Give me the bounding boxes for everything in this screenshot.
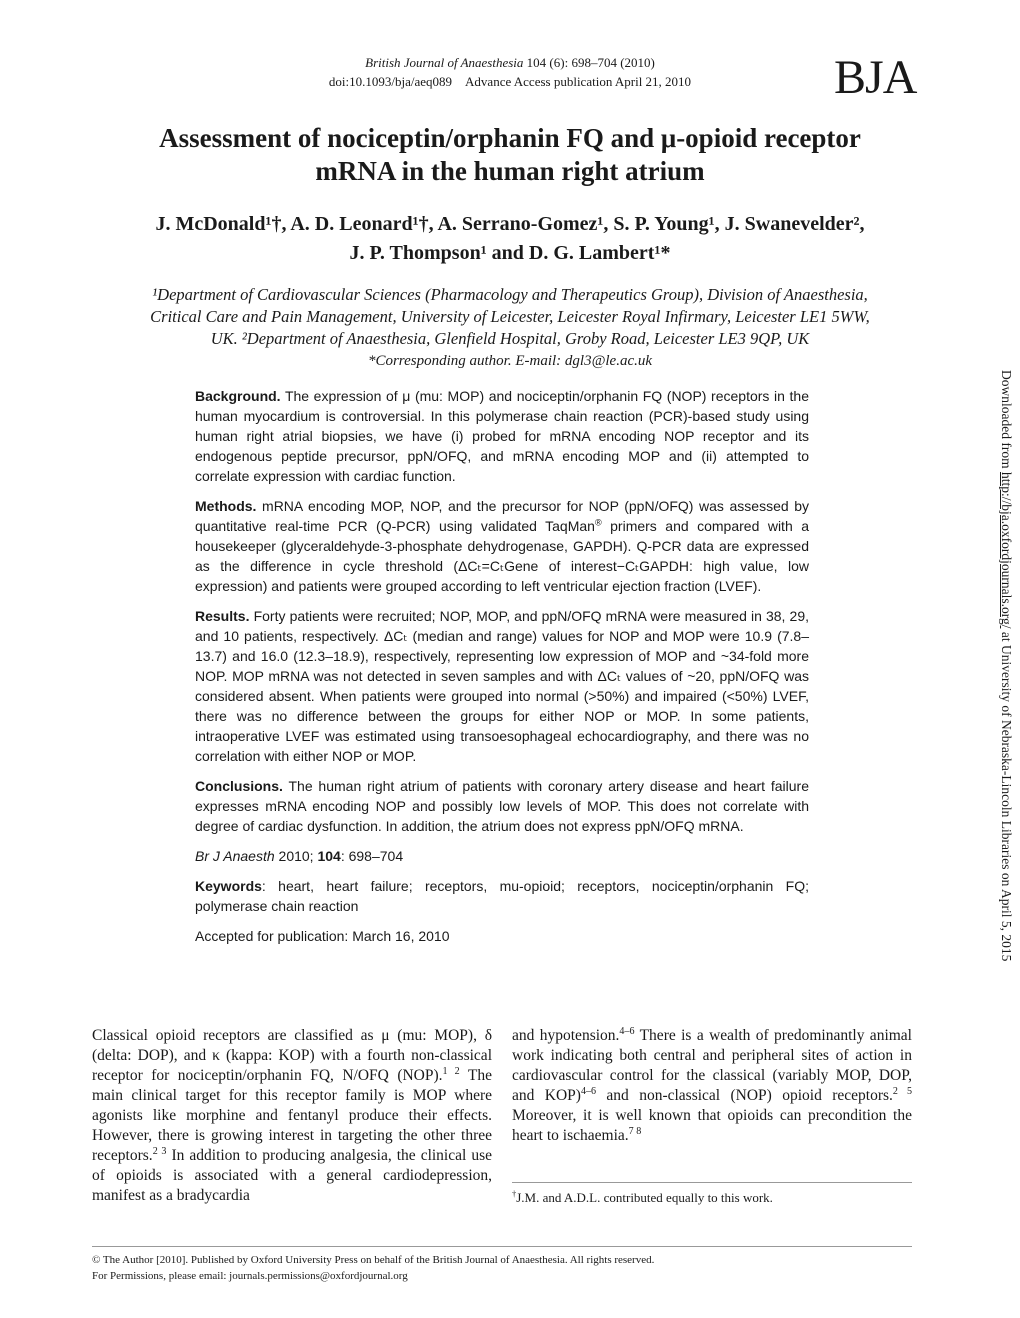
article-title [90,122,930,188]
body-text: Moreover, it is well known that opioids can precondition the heart to ischaemia. [512,1107,912,1144]
journal-link[interactable]: http://bja.oxfordjournals.org/ [999,471,1014,629]
authors-line-2: J. P. Thompson¹ and D. G. Lambert¹* [349,242,671,264]
citation-journal: Br J Anaesth [195,848,275,864]
citation-pages: : 698–704 [340,848,404,864]
citation-year: 2010; [278,848,314,864]
copyright: © The Author [2010]. Published by Oxford University Press on behalf of the British Journal of Anaesthesia. All rights reserved. [92,1254,655,1266]
affiliation-line-3: UK. ²Department of Anaesthesia, Glenfield Hospital, Groby Road, Leicester LE3 9QP, UK [210,329,810,348]
citation-ref[interactable]: 4–6 [619,1025,635,1037]
abstract-background [195,386,809,486]
citation-ref[interactable]: 4–6 [580,1085,597,1097]
affiliations [90,284,930,372]
citation [195,846,809,866]
doi-line: doi:10.1093/bja/aeq089 Advance Access publication April 21, 2010 [328,74,692,89]
bja-logo: BJA [834,51,917,104]
body-text: In addition to producing analgesia, the clinical use of opioids is associated with a general cardiodepression, manifest as a bradycardia [92,1147,492,1204]
results-text: Forty patients were recruited; NOP, MOP, and ppN/OFQ mRNA were measured in 38, 29, and 10 patients, respectively. ΔCₜ (median and range) values for NOP and MOP were 10.9 (7.8–13.7) and 16.0 (12.3–18.9), respectively, representing low expression of MOP and ~34-fold more NOP. MOP mRNA was not detected in seven samples and with ΔCₜ values of ~20, ppN/OFQ was considered absent. When patients were grouped into normal (>50%) and impaired (<50%) LVEF, there was no difference between the groups for either NOP or MOP. In some patients, intraoperative LVEF was estimated using transoesophageal echocardiography, and there was no correlation with either NOP or MOP. [195,608,809,764]
keywords-label: Keywords [195,878,262,894]
results-label: Results. [195,608,250,624]
citation-ref[interactable]: 2 5 [892,1085,912,1097]
body-text: Classical opioid receptors are classified as μ (mu: MOP), δ (delta: DOP), and κ (kappa: KOP) with a fourth non-classical receptor for nociceptin/orphanin FQ, N/OFQ (NOP). [92,1027,492,1084]
body-paragraph-1 [92,1026,492,1206]
citation-ref[interactable]: 2 3 [152,1145,167,1157]
download-suffix: at University of Nebraska-Lincoln Libraries on April 5, 2015 [999,628,1014,962]
body-right-column [512,1026,912,1146]
methods-label: Methods. [195,498,257,514]
affiliation-line-1: ¹Department of Cardiovascular Sciences (Pharmacology and Therapeutics Group), Division of Anaesthesia, [152,285,868,304]
body-text: and non-classical (NOP) opioid receptors. [596,1087,893,1104]
methods-text-c: : high value, low expression) and patients were grouped according to left ventricular ejection fraction (LVEF). [195,558,809,594]
body-text: The main clinical target for this receptor family is MOP where agonists like morphine and fentanyl produce their effects. However, there is growing interest in targeting the other three receptors. [92,1067,492,1164]
title-line-2: mRNA in the human right atrium [315,156,705,186]
abstract [195,386,809,956]
keywords [195,876,809,916]
methods-text-a: mRNA encoding MOP, NOP, and the precursor for NOP (ppN/OFQ) was assessed by quantitative real-time PCR (Q-PCR) using validated TaqMan [195,498,810,534]
affiliation-line-2: Critical Care and Pain Management, University of Leicester, Leicester Royal Infirmary, Leicester LE1 5WW, [150,307,870,326]
journal-name: British Journal of Anaesthesia [365,55,524,70]
citation-ref[interactable]: 1 2 [442,1065,460,1077]
footnote: †J.M. and A.D.L. contributed equally to this work. [512,1188,773,1205]
body-text: and hypotension. [512,1027,620,1044]
conclusions-text: The human right atrium of patients with coronary artery disease and heart failure expresses mRNA encoding NOP and possibly low levels of MOP. This does not correlate with degree of cardiac dysfunction. In addition, the atrium does not express ppN/OFQ mRNA. [195,778,809,834]
body-paragraph-1-cont [512,1026,912,1146]
methods-formula: ΔCₜ=CₜGene of interest−CₜGAPDH [458,558,689,574]
body-text: There is a wealth of predominantly animal work indicating both central and peripheral sites of action in cardiovascular control for the classical (variably MOP, DOP, and KOP) [512,1027,912,1104]
body-left-column [92,1026,492,1206]
corresponding-author: *Corresponding author. E-mail: dgl3@le.ac.uk [367,353,653,369]
download-stamp-text [998,370,1014,961]
permissions: For Permissions, please email: journals.permissions@oxfordjournal.org [92,1270,408,1282]
conclusions-label: Conclusions. [195,778,283,794]
download-prefix: Downloaded from [999,370,1014,472]
footnote-divider [512,1182,912,1183]
footnote-text: J.M. and A.D.L. contributed equally to this work. [516,1190,773,1205]
title-line-1: Assessment of nociceptin/orphanin FQ and μ-opioid receptor [159,123,861,153]
citation-volume: 104 [317,848,341,864]
abstract-results [195,606,809,766]
citation-ref[interactable]: 7 8 [628,1125,642,1137]
methods-text-b: primers and compared with a housekeeper (glyceraldehyde-3-phosphate dehydrogenase, GAPDH). Q-PCR data are expressed as the difference in cycle threshold ( [195,518,809,574]
abstract-methods: Methods. mRNA encoding MOP, NOP, and the precursor for NOP (ppN/OFQ) was assessed by quantitative real-time PCR (Q-PCR) using validated TaqMan® primers and compared with a housekeeper (glyceraldehyde-3-phosphate dehydrogenase, GAPDH). Q-PCR data are expressed as the difference in cycle threshold (ΔCₜ=CₜGene of interest−CₜGAPDH: high value, low expression) and patients were grouped according to left ventricular ejection fraction (LVEF). [195,498,810,594]
download-stamp [996,370,1016,970]
accepted-date: Accepted for publication: March 16, 2010 [195,928,450,944]
background-label: Background. [195,388,281,404]
volume-issue: 104 (6): 698–704 (2010) [526,55,655,70]
background-text: The expression of μ (mu: MOP) and nociceptin/orphanin FQ (NOP) receptors in the human myocardium is controversial. In this polymerase chain reaction (PCR)-based study using human right atrial biopsies, we have (i) probed for mRNA encoding NOP receptor and its endogenous peptide precursor, ppN/OFQ, and mRNA encoding MOP and (ii) attempted to correlate expression with cardiac function. [195,388,809,484]
authors-line-1: J. McDonald¹†, A. D. Leonard¹†, A. Serrano-Gomez¹, S. P. Young¹, J. Swanevelder², [155,213,865,235]
abstract-conclusions [195,776,809,836]
keywords-text: : heart, heart failure; receptors, mu-opioid; receptors, nociceptin/orphanin FQ; polymerase chain reaction [195,878,809,914]
footer-divider [92,1246,912,1247]
author-list [90,210,930,268]
